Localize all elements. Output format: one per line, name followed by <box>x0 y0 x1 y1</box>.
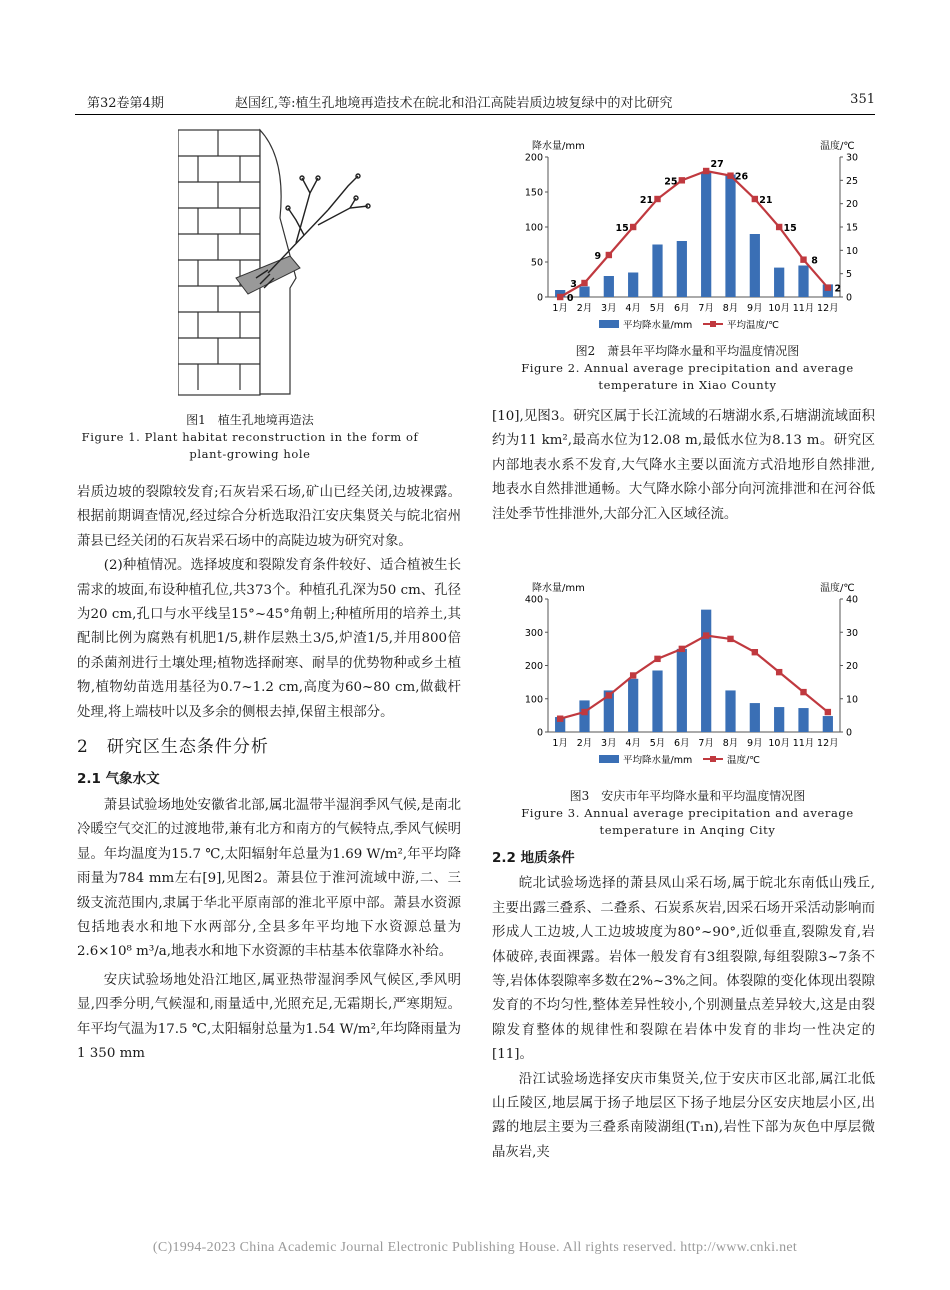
legend-line-label: 温度/℃ <box>727 755 760 766</box>
precip-bar <box>750 234 760 297</box>
temperature-marker <box>557 716 563 722</box>
left-axis-title: 降水量/mm <box>532 583 585 594</box>
temperature-data-label: 3 <box>570 279 577 290</box>
legend-bar-swatch <box>599 755 619 763</box>
x-tick-label: 8月 <box>722 738 739 749</box>
section-heading: 2 研究区生态条件分析 <box>77 737 269 758</box>
temperature-marker <box>825 709 831 715</box>
temperature-marker <box>606 692 612 698</box>
precip-bar <box>579 287 589 298</box>
paragraph: 安庆试验场地处沿江地区,属亚热带湿润季风气候区,季风明显,四季分明,气候湿和,雨量适中,光照充足,无霜期长,严寒期短。年平均气温为17.5 ℃,太阳辐射总量为1.54 W/m²,年均降雨量为1 350 mm <box>77 972 461 1061</box>
paragraph: (2)种植情况。选择坡度和裂隙发育条件较好、适合植被生长需求的坡面,布设种植孔位,共373个。种植孔孔深为50 cm、孔径为20 cm,孔口与水平线呈15°~45°角朝上;种植所用的培养土,其配制比例为腐熟有机肥1/5,耕作层熟土3/5,炉渣1/5,并用800倍的杀菌剂进行土壤处理;植物选择耐寒、耐旱的优势物种或乡土植物,植物幼苗选用基径为0.7~1.2 cm,高度为60~80 cm,做截杆处理,将上端枝叶以及多余的侧根去掉,保留主根部分。 <box>77 558 461 720</box>
temperature-marker <box>630 672 636 678</box>
precip-bar <box>798 266 808 298</box>
legend-line-marker <box>710 756 716 762</box>
right-column-top <box>492 405 875 527</box>
legend-bar-swatch <box>599 320 619 328</box>
temperature-marker <box>581 709 587 715</box>
x-tick-label: 1月 <box>552 303 568 314</box>
temperature-marker <box>752 649 758 655</box>
right-tick-label: 30 <box>846 152 859 164</box>
figure3-caption-en-1: Figure 3. Annual average precipitation and average <box>521 806 854 820</box>
left-tick-label: 0 <box>536 292 543 304</box>
temperature-marker <box>630 224 636 230</box>
figure1-illustration <box>178 128 410 398</box>
temperature-data-label: 25 <box>664 176 678 188</box>
temperature-marker <box>581 280 587 286</box>
temperature-marker <box>606 252 612 258</box>
figure1-caption <box>70 412 430 463</box>
x-tick-label: 6月 <box>674 738 690 749</box>
temperature-line <box>560 636 828 719</box>
right-tick-label: 0 <box>846 727 853 739</box>
left-tick-label: 150 <box>524 187 543 199</box>
left-tick-label: 50 <box>530 257 543 269</box>
x-tick-label: 11月 <box>792 738 815 749</box>
running-header <box>75 92 875 112</box>
temperature-marker <box>776 669 782 675</box>
issue-label: 第32卷第4期 <box>87 96 164 111</box>
x-tick-label: 2月 <box>576 738 593 749</box>
temperature-data-label: 15 <box>783 223 797 234</box>
left-tick-label: 400 <box>524 594 543 606</box>
temperature-data-label: 2 <box>834 283 842 295</box>
x-tick-label: 7月 <box>698 303 714 314</box>
figure1-caption-en-2: plant-growing hole <box>189 447 311 461</box>
temperature-marker <box>679 177 685 183</box>
paragraph: 萧县试验场地处安徽省北部,属北温带半湿润季风气候,是南北冷暖空气交汇的过渡地带,兼有北方和南方的气候特点,季风气候明显。年均温度为15.7 ℃,太阳辐射年总量为1.69 W/m²,年平均降雨量为784 mm左右[9],见图2。萧县位于淮河流域中游,二、三级支流范围内,隶属于华北平原南部的淮北平原中部。萧县水资源包括地表水和地下水两部分,全县多年平均地下水资源总量为2.6×10⁸ m³/a,地表水和地下水资源的丰枯基本依靠降水补给。 <box>77 797 461 960</box>
temperature-marker <box>557 294 563 300</box>
x-tick-label: 8月 <box>722 303 739 314</box>
page-number: 351 <box>850 92 875 107</box>
precip-bar <box>701 172 711 297</box>
right-tick-label: 0 <box>846 292 853 304</box>
precip-bar <box>579 700 589 732</box>
x-tick-label: 9月 <box>747 303 763 314</box>
right-tick-label: 20 <box>846 661 859 672</box>
precip-bar <box>652 670 662 732</box>
x-tick-label: 7月 <box>698 738 714 749</box>
temperature-marker <box>752 196 758 202</box>
x-tick-label: 5月 <box>649 738 666 749</box>
figure3-caption-en-2: temperature in Anqing City <box>599 823 776 837</box>
temperature-data-label: 8 <box>811 255 818 267</box>
right-tick-label: 10 <box>846 245 859 257</box>
left-tick-label: 0 <box>536 727 543 739</box>
precip-bar <box>725 175 735 298</box>
left-column <box>77 481 461 1066</box>
figure3-caption-cn: 图3 安庆市年平均降水量和平均温度情况图 <box>569 789 806 803</box>
right-tick-label: 30 <box>846 627 859 639</box>
temperature-marker <box>654 656 660 662</box>
x-tick-label: 11月 <box>792 303 815 314</box>
x-tick-label: 1月 <box>552 738 568 749</box>
right-tick-label: 20 <box>846 199 859 211</box>
temperature-marker <box>800 256 806 262</box>
x-tick-label: 4月 <box>625 303 641 314</box>
figure2-chart <box>500 133 875 338</box>
x-tick-label: 4月 <box>625 738 641 749</box>
precip-bar <box>701 610 711 732</box>
copyright-footer: (C)1994-2023 China Academic Journal Electronic Publishing House. All rights reserved. http://www.cnki.net <box>152 1240 798 1255</box>
right-tick-label: 40 <box>846 594 859 606</box>
temperature-data-label: 26 <box>734 171 749 183</box>
right-tick-label: 15 <box>846 222 859 234</box>
x-tick-label: 2月 <box>576 303 593 314</box>
figure3-caption <box>495 788 880 839</box>
paragraph: 岩质边坡的裂隙较发育;石灰岩采石场,矿山已经关闭,边坡裸露。根据前期调查情况,经过综合分析选取沿江安庆集贤关与皖北宿州萧县已经关闭的石灰岩采石场中的高陡边坡为研究对象。 <box>77 485 461 549</box>
paragraph: [10],见图3。研究区属于长江流域的石塘湖水系,石塘湖流域面积约为11 km²,最高水位为12.08 m,最低水位为8.13 m。研究区内部地表水系不发育,大气降水主要以面流方式沿地形自然排泄,地表水自然排泄通畅。大气降水除小部分向河流排泄和在河谷低洼处季节性排泄外,大部分汇入区域径流。 <box>492 409 875 522</box>
figure2-caption-en-2: temperature in Xiao County <box>598 378 777 392</box>
temperature-marker <box>800 689 806 695</box>
x-tick-label: 10月 <box>768 303 790 314</box>
temperature-marker <box>703 632 709 638</box>
figure2-caption-en-1: Figure 2. Annual average precipitation and average <box>521 361 854 375</box>
left-tick-label: 200 <box>524 152 543 164</box>
running-title: 赵国红,等:植生孔地境再造技术在皖北和沿江高陡岩质边坡复绿中的对比研究 <box>235 96 673 111</box>
temperature-marker <box>825 284 831 290</box>
x-tick-label: 10月 <box>768 738 790 749</box>
temperature-data-label: 15 <box>615 223 629 234</box>
precip-bar <box>604 276 614 297</box>
x-tick-label: 9月 <box>747 738 763 749</box>
precip-bar <box>725 690 735 732</box>
paragraph: 皖北试验场选择的萧县凤山采石场,属于皖北东南低山残丘,主要出露三叠系、二叠系、石炭系灰岩,因采石场开采活动影响而形成人工边坡,人工边坡坡度为80°~90°,近似垂直,裂隙发育,岩体破碎,表面裸露。岩体一般发育有3组裂隙,每组裂隙3~7条不等,岩体体裂隙率多数在2%~3%之间。体裂隙的变化体现出裂隙发育的不均匀性,整体差异性较小,个别测量点差异较大,这是由裂隙发育整体的规律性和裂隙在岩体中发育的非均一性决定的[11]。 <box>492 876 875 1063</box>
temperature-marker <box>727 172 733 178</box>
temperature-line <box>560 171 828 297</box>
temperature-marker <box>679 646 685 652</box>
right-tick-label: 10 <box>846 694 859 706</box>
left-tick-label: 100 <box>524 222 543 234</box>
precip-bar <box>652 245 662 298</box>
left-tick-label: 100 <box>524 694 543 706</box>
legend-bar-label: 平均降水量/mm <box>623 320 693 331</box>
right-axis-title: 温度/℃ <box>820 141 855 152</box>
left-axis-title: 降水量/mm <box>532 141 585 152</box>
figure1-caption-cn: 图1 植生孔地境再造法 <box>186 413 314 427</box>
x-tick-label: 12月 <box>817 303 839 314</box>
x-tick-label: 12月 <box>817 738 839 749</box>
left-tick-label: 300 <box>524 627 543 639</box>
temperature-marker <box>654 196 660 202</box>
legend-line-marker <box>710 321 716 327</box>
temperature-data-label: 9 <box>594 251 602 262</box>
right-tick-label: 25 <box>846 175 859 187</box>
x-tick-label: 6月 <box>674 303 690 314</box>
temperature-marker <box>703 168 709 174</box>
figure2-caption-cn: 图2 萧县年平均降水量和平均温度情况图 <box>575 344 800 358</box>
x-tick-label: 3月 <box>601 738 617 749</box>
temperature-marker <box>727 636 733 642</box>
precip-bar <box>750 703 760 732</box>
paragraph: 沿江试验场选择安庆市集贤关,位于安庆市区北部,属江北低山丘陵区,地层属于扬子地层区下扬子地层分区安庆地层小区,出露的地层主要为三叠系南陵湖组(T₁n),岩性下部为灰色中厚层微晶灰岩,夹 <box>492 1071 875 1160</box>
legend-line-label: 平均温度/℃ <box>727 320 779 331</box>
x-tick-label: 5月 <box>649 303 666 314</box>
temperature-data-label: 27 <box>710 159 724 170</box>
figure1-caption-en-1: Figure 1. Plant habitat reconstruction in the form of <box>81 430 419 444</box>
precip-bar <box>677 649 687 732</box>
temperature-marker <box>776 224 782 230</box>
precip-bar <box>823 716 833 732</box>
temperature-data-label: 21 <box>639 195 654 206</box>
precip-bar <box>774 268 784 297</box>
left-tick-label: 200 <box>524 661 543 672</box>
subsection-heading: 2.1 气象水文 <box>77 771 160 788</box>
precip-bar <box>628 679 638 732</box>
legend-bar-label: 平均降水量/mm <box>623 755 693 766</box>
temperature-data-label: 21 <box>759 195 773 206</box>
right-tick-label: 5 <box>846 269 853 281</box>
figure3-chart <box>500 575 875 785</box>
figure2-caption <box>495 343 880 394</box>
subsection-heading: 2.2 地质条件 <box>492 850 575 866</box>
x-tick-label: 3月 <box>601 303 617 314</box>
header-rule <box>75 114 875 115</box>
right-axis-title: 温度/℃ <box>820 583 855 594</box>
precip-bar <box>798 708 808 732</box>
precip-bar <box>677 241 687 297</box>
precip-bar <box>628 273 638 298</box>
right-column-bottom <box>492 846 875 1165</box>
brick-wall <box>178 130 260 395</box>
precip-bar <box>774 707 784 732</box>
temperature-data-label: 0 <box>566 293 574 304</box>
